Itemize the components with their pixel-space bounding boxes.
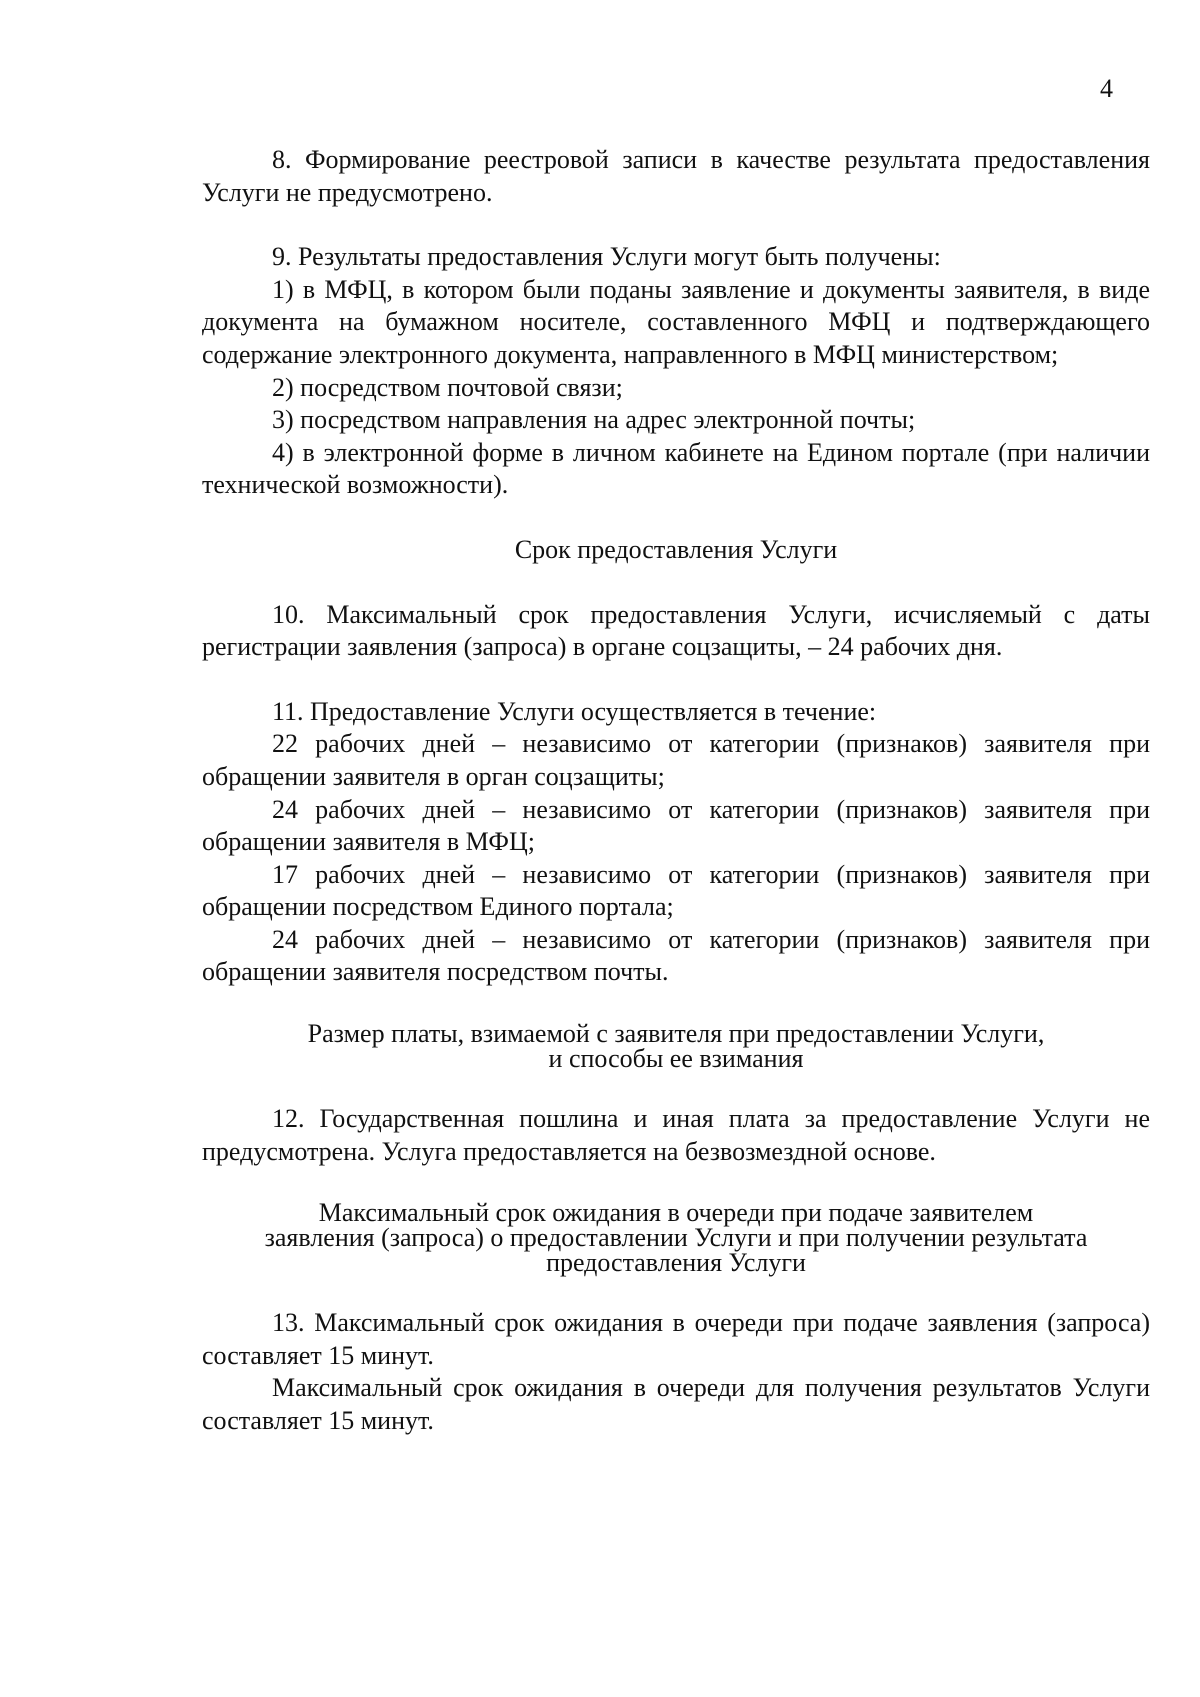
section-heading-srok: Срок предоставления Услуги (514, 534, 838, 564)
heading-line: и способы ее взимания (548, 1044, 804, 1074)
paragraph-9-item-1: 1) в МФЦ, в котором были поданы заявление и документы заявителя, в виде документа на бумажном носителе, составленного МФЦ и подтверждающего содержание электронного документа, направленного в МФЦ министерством; (202, 274, 1150, 369)
paragraph-9-item-2: 2) посредством почтовой связи; (272, 372, 623, 402)
heading-line: Максимальный срок ожидания в очереди при подаче заявителем (318, 1198, 1034, 1228)
paragraph-12: 12. Государственная пошлина и иная плата за предоставление Услуги не предусмотрена. Услуга предоставляется на безвозмездной основе. (202, 1104, 1150, 1166)
paragraph-8: 8. Формирование реестровой записи в качестве результата предоставления Услуги не предусмотрено. (202, 145, 1150, 207)
document-body (202, 144, 1150, 1438)
heading-line: заявления (запроса) о предоставлении Услуги и при получении результата (264, 1223, 1088, 1253)
paragraph-10: 10. Максимальный срок предоставления Услуги, исчисляемый с даты регистрации заявления (запроса) в органе соцзащиты, – 24 рабочих дня. (202, 599, 1150, 662)
paragraph-13-part-2: Максимальный срок ожидания в очереди для получения результатов Услуги составляет 15 минут. (202, 1373, 1150, 1436)
spacer (202, 1168, 1150, 1200)
paragraph-11: 11. Предоставление Услуги осуществляется в течение: (272, 696, 877, 726)
paragraph-13: 13. Максимальный срок ожидания в очереди при подаче заявления (запроса) составляет 15 минут. (202, 1308, 1150, 1370)
paragraph-11-item-2: 24 рабочих дней – независимо от категории (признаков) заявителя при обращении заявителя в МФЦ; (202, 794, 1150, 857)
spacer (202, 567, 1150, 599)
paragraph-9-item-4: 4) в электронной форме в личном кабинете на Едином портале (при наличии технической возможности). (202, 437, 1150, 500)
paragraph-9: 9. Результаты предоставления Услуги могут быть получены: (272, 242, 941, 272)
paragraph-11-item-1: 22 рабочих дней – независимо от категории (признаков) заявителя при обращении заявителя в орган соцзащиты; (202, 729, 1150, 791)
section-heading-ochered (202, 1198, 1150, 1278)
spacer (202, 664, 1150, 696)
paragraph-9-item-3: 3) посредством направления на адрес электронной почты; (272, 405, 916, 435)
paragraph-11-item-4: 24 рабочих дней – независимо от категории (признаков) заявителя при обращении заявителя посредством почты. (202, 924, 1150, 987)
paragraph-11-item-3: 17 рабочих дней – независимо от категории (признаков) заявителя при обращении посредством Единого портала; (202, 859, 1150, 922)
spacer (202, 989, 1150, 1021)
spacer (202, 209, 1150, 241)
spacer (202, 502, 1150, 534)
heading-line: Размер платы, взимаемой с заявителя при предоставлении Услуги, (307, 1019, 1045, 1049)
section-heading-plata (202, 1019, 1150, 1074)
spacer (202, 1275, 1150, 1307)
spacer (202, 1071, 1150, 1103)
heading-line: предоставления Услуги (546, 1248, 806, 1278)
page-number: 4 (1100, 74, 1113, 103)
